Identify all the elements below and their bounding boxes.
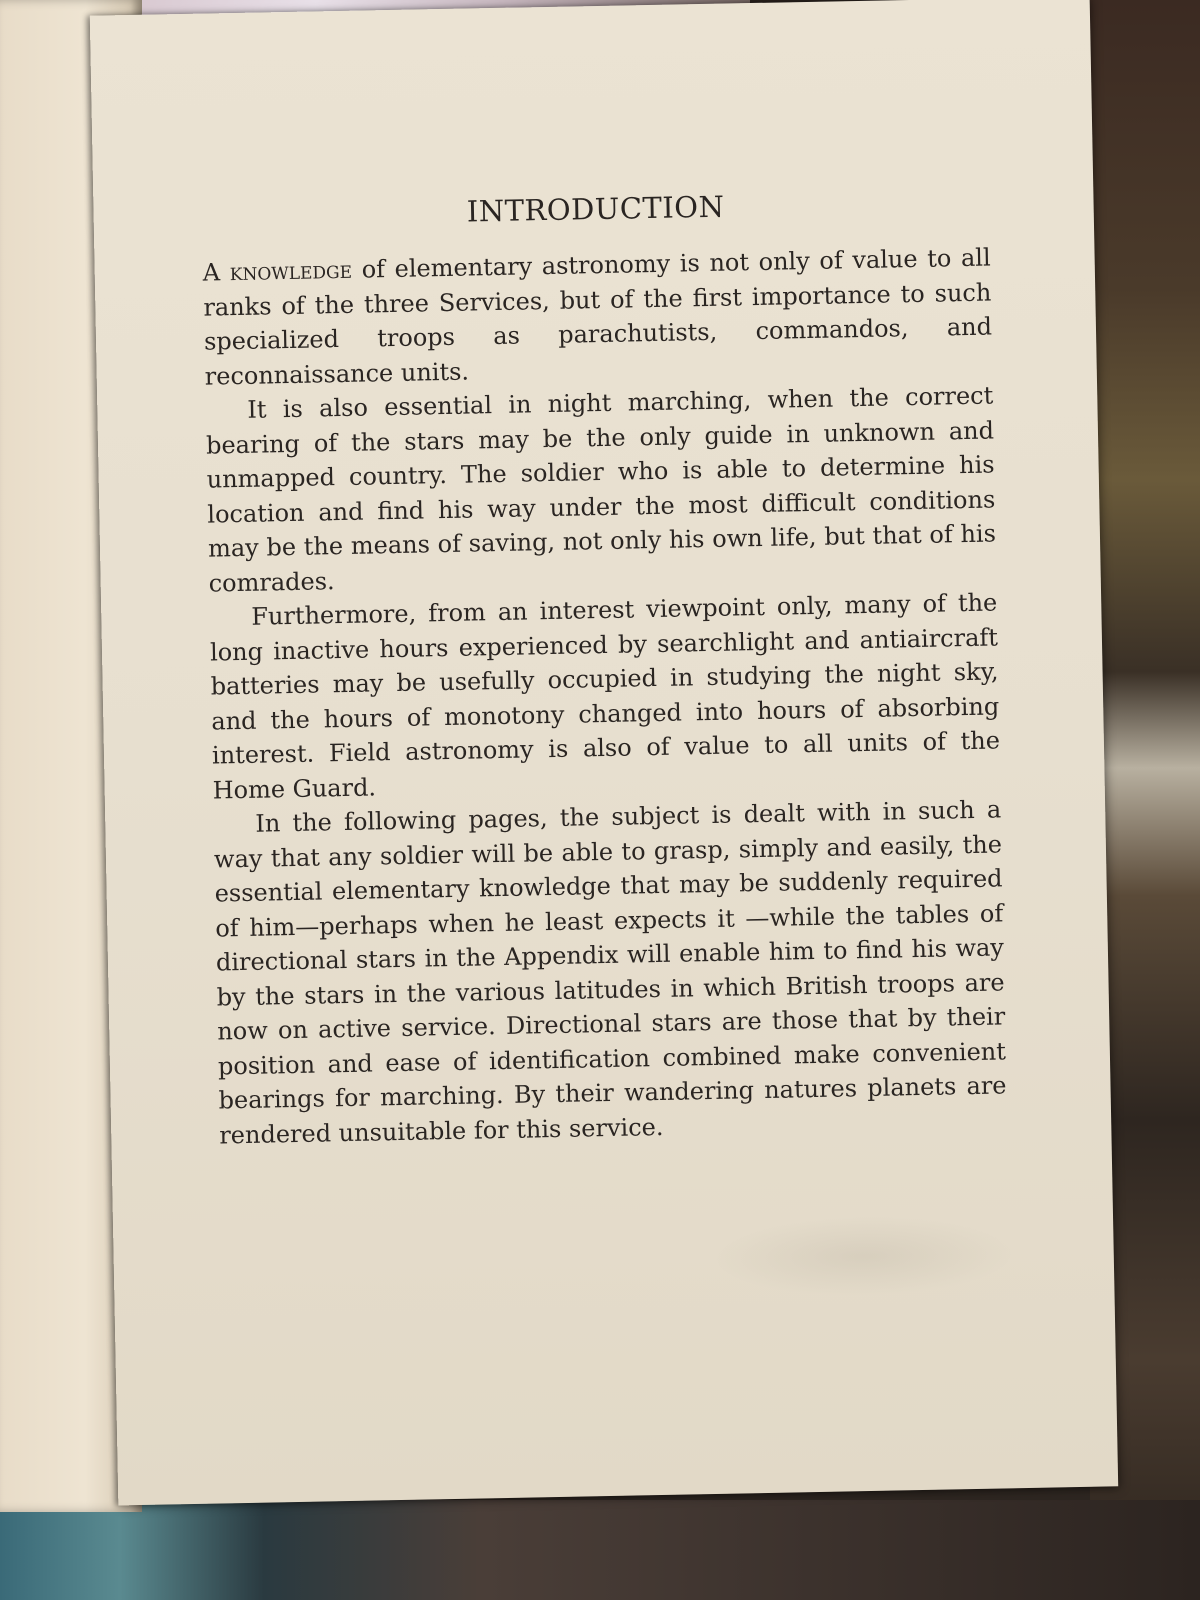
paragraph-4: In the following pages, the subject is dealt with in such a way that any soldier will be able to grasp, simply and easily, the essential elementary knowledge that may be suddenly required of him—perhaps when he least expects it —while the tables of directional stars in the Appendix will enable him to find his way by the stars in the various latitudes in which British troops are now on active service. Directional stars are those that by their position and ease of identification combined make convenient bearings for marching. By their wandering natures planets are rendered unsuitable for this service.: [213, 795, 1007, 1149]
background-bottom: [0, 1500, 1200, 1600]
page-text: [201, 185, 1007, 1153]
paragraph-1-lead: A knowledge: [202, 255, 353, 287]
page-smudge: [713, 1213, 1014, 1299]
paragraph-1-text: of elementary astronomy is not only of value to all ranks of the three Services, but of the first importance to such specialized troops as parachutists, commandos, and reconnaissance units.: [203, 243, 993, 391]
paragraph-3: Furthermore, from an interest viewpoint only, many of the long inactive hours experienced by searchlight and antiaircraft batteries may be usefully occupied in studying the night sky, and the hours of monotony changed into hours of absorbing interest. Field astronomy is also of value to all units of the Home Guard.: [209, 588, 1001, 805]
book-page: [90, 0, 1118, 1505]
paragraph-1: [202, 240, 993, 393]
page-title: INTRODUCTION: [466, 189, 725, 229]
paragraph-2: It is also essential in night marching, when the correct bearing of the stars may be the only guide in unknown and unmapped country. The soldier who is able to determine his location and find his way under the most difficult conditions may be the means of saving, not only his own life, but that of his comrades.: [205, 381, 997, 598]
